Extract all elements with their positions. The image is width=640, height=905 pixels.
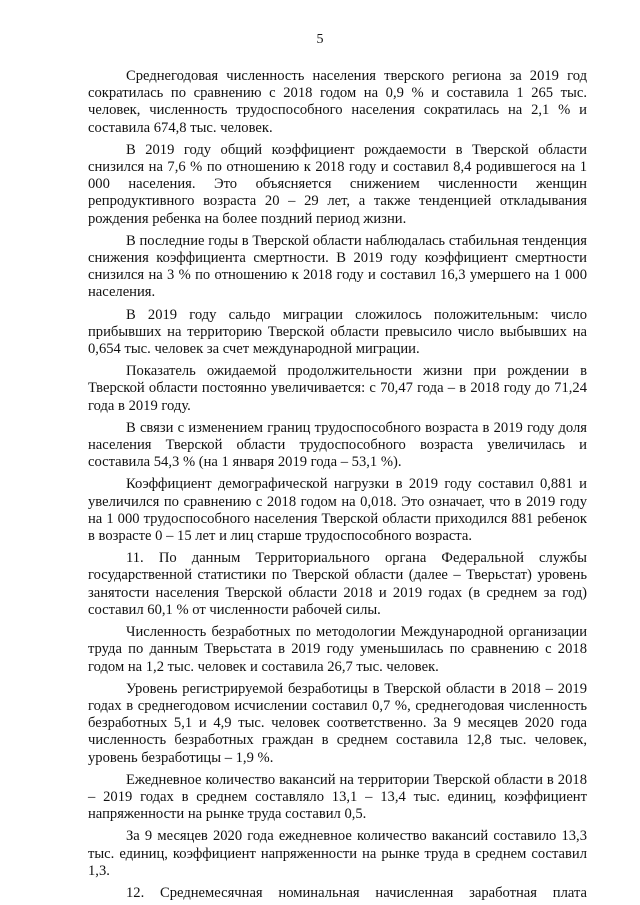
paragraph-population: Среднегодовая численность населения тверского региона за 2019 год сократилась по сравнению с 2018 годом на 0,9 % и составила 1 265 тыс. человек, численность трудоспособного населения сократилась на 2,1 % и составила 674,8 тыс. человек. bbox=[88, 68, 587, 136]
paragraph-unemployed-ilo: Численность безработных по методологии Международной организации труда по данным Тверьстата в 2019 году уменьшилась по сравнению с 2018 годом на 1,2 тыс. человек и составила 26,7 тыс. человек. bbox=[88, 624, 587, 675]
paragraph-demographic-load: Коэффициент демографической нагрузки в 2019 году составил 0,881 и увеличился по сравнению с 2018 годом на 0,018. Это означает, что в 2019 году на 1 000 трудоспособного населения Тверской области приходился 881 ребенок в возрасте 0 – 15 лет и лиц старше трудоспособного возраста. bbox=[88, 476, 587, 545]
paragraph-migration: В 2019 году сальдо миграции сложилось положительным: число прибывших на территорию Тверской области превысило число выбывших на 0,654 тыс. человек за счет международной миграции. bbox=[88, 306, 587, 358]
paragraph-birth-rate: В 2019 году общий коэффициент рождаемости в Тверской области снизился на 7,6 % по отношению к 2018 году и составил 8,4 родившегося на 1 000 населения. Это объясняется снижением численности женщин репродуктивного возраста 20 – 29 лет, а также тенденцией откладывания рождения ребенка на более поздний период жизни. bbox=[88, 141, 587, 227]
paragraph-vacancies-2018-2019: Ежедневное количество вакансий на территории Тверской области в 2018 – 2019 годах в среднем составляло 13,1 – 13,4 тыс. единиц, коэффициент напряженности на рынке труда составил 0,5. bbox=[88, 771, 587, 823]
paragraph-vacancies-2020: За 9 месяцев 2020 года ежедневное количество вакансий составило 13,3 тыс. единиц, коэффициент напряженности на рынке труда в среднем составил 1,3. bbox=[88, 828, 587, 879]
paragraph-mortality: В последние годы в Тверской области наблюдалась стабильная тенденция снижения коэффициента смертности. В 2019 году коэффициент смертности снизился на 3 % по отношению к 2018 году и составил 16,3 умершего на 1 000 населения. bbox=[88, 232, 587, 301]
paragraph-wages-heading: 12. Среднемесячная номинальная начисленная заработная плата bbox=[126, 884, 587, 901]
paragraph-working-age: В связи с изменением границ трудоспособного возраста в 2019 году доля населения Тверской области трудоспособного возраста увеличилась и составила 54,3 % (на 1 января 2019 года – 53,1 %). bbox=[88, 419, 587, 471]
page-number: 5 bbox=[316, 32, 324, 47]
document-body bbox=[88, 68, 587, 902]
paragraph-life-expectancy: Показатель ожидаемой продолжительности жизни при рождении в Тверской области постоянно увеличивается: с 70,47 года – в 2018 году до 71,24 года в 2019 году. bbox=[88, 363, 587, 414]
paragraph-registered-unemployment: Уровень регистрируемой безработицы в Тверской области в 2018 – 2019 годах в среднегодовом исчислении составил 0,7 %, среднегодовая численность безработных 5,1 и 4,9 тыс. человек соответственно. За 9 месяцев 2020 года численность безработных граждан в среднем составила 12,8 тыс. человек, уровень безработицы – 1,9 %. bbox=[88, 680, 587, 766]
paragraph-employment: 11. По данным Территориального органа Федеральной службы государственной статистики по Тверской области (далее – Тверьстат) уровень занятости населения Тверской области 2018 и 2019 годах (в среднем за год) составил 60,1 % от численности рабочей силы. bbox=[88, 550, 587, 618]
